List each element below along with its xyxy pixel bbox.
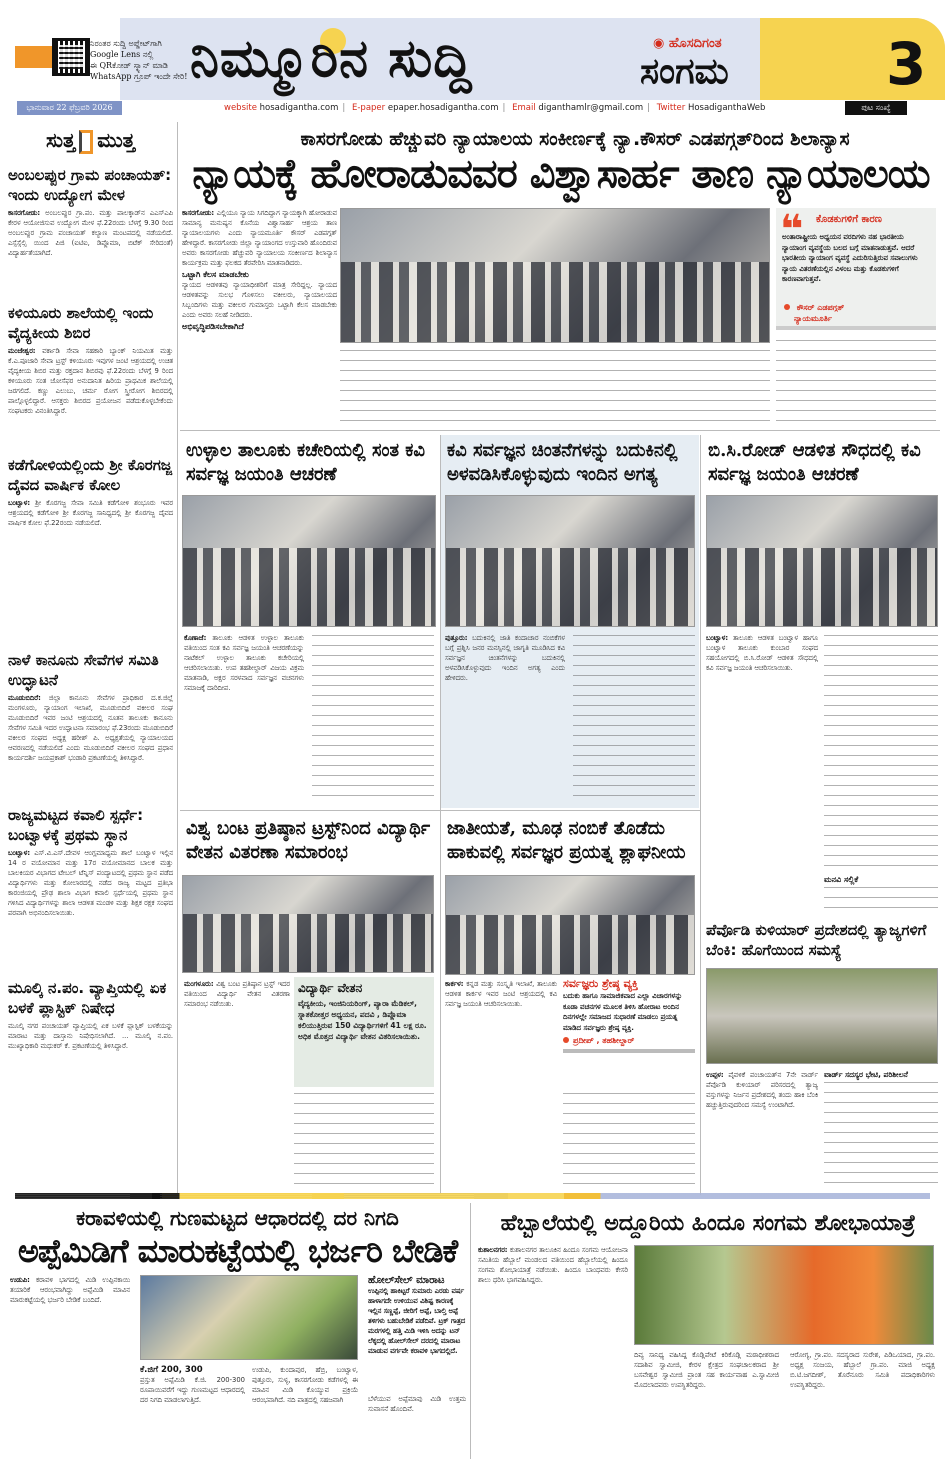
dateline: ಕಾಸರಗೋಡು: — [8, 209, 41, 217]
dateline: ಕಾಸರಗೋಡು: — [182, 209, 215, 217]
dateline: ಉಡುಪಿ: — [10, 1276, 30, 1284]
brief-headline[interactable]: ಕಡೆಗೋಳಿಯಲ್ಲಿಂದು ಶ್ರೀ ಕೊರಗಜ್ಜ ದೈವದ ವಾರ್ಷಿಕ ಕೋಲ — [8, 456, 172, 494]
story-headline[interactable]: ಅಪ್ಪೆಮಿಡಿಗೆ ಮಾರುಕಟ್ಟೆಯಲ್ಲಿ ಭರ್ಜರಿ ಬೇಡಿಕೆ — [17, 1232, 458, 1270]
story-body-continued — [294, 1093, 434, 1189]
story-body-text: ತಾಲೂಕು ಆಡಳಿತ ಬಂಟ್ವಾಳ ಹಾಗೂ ಬಂಟ್ವಾಳ ತಾಲೂಕು ಕುಂಬಾರ ಸಂಘದ ಸಹಯೋಗದಲ್ಲಿ ಬಿ.ಸಿ.ರೋಡ್ ಆಡಳಿತ ಸೌಧದಲ್ಲಿ ಕವಿ ಸರ್ವಜ್ಞ ಜಯಂತಿ ಆಚರಿಸಲಾಯಿತು. — [706, 634, 818, 672]
contact-bar: website hosadigantha.com | E-paper epaper.hosadigantha.com | Email diganthamlr@gmail.com | Twitter HosadiganthaWeb — [224, 103, 766, 113]
brand-supplement-name: ಸಂಗಮ — [640, 50, 729, 92]
story-body-text: ಪೈವಳಿಕೆ ಪಂಚಾಯತ್‌ನ 7ನೇ ವಾರ್ಡ್ ಪೆರ್ವೊಡಿ ಕುಳಿಯಾರ್ ಪರಿಸರದಲ್ಲಿ ತ್ಯಾಜ್ಯ ವಸ್ತುಗಳನ್ನು ನಿರ್ಜನ ಪ್ರದೇಶದಲ್ಲಿ ತಂದು ಹಾಕಿ ಬೆಂಕಿ ಹಚ್ಚುತ್ತಿರುವುದರಿಂದ ಸಮಸ್ಯೆ ಉಂಟಾಗಿದೆ. — [706, 1071, 818, 1109]
story-ullal — [180, 435, 438, 808]
dateline: ಬಂಟ್ವಾಳ: — [8, 499, 31, 507]
orange-accent-block — [15, 46, 55, 68]
quote-text: ಬದುಕು ಹಾಗೂ ಸಾಮಾಜಿಕವಾದ ಎಲ್ಲಾ ವಿಚಾರಗಳನ್ನು ಕೂಡಾ ವಚನಗಳ ಮೂಲಕ ತಿಳಿಸಿ ಹೋರಾಟ ಅಂದಿನ ದಿನಗಳಲ್ಲೇ ಸಮಾಜದ ಸುಧಾರಣೆ ಮಾಡಲು ಪ್ರಯತ್ನ ಮಾಡಿದ ಸರ್ವಜ್ಞರು ಶ್ರೇಷ್ಠ ವ್ಯಕ್ತಿ. — [563, 992, 683, 1032]
story-headline[interactable]: ವಿಶ್ವ ಬಂಟ ಪ್ರತಿಷ್ಠಾನ ಟ್ರಸ್ಟ್‌ನಿಂದ ವಿದ್ಯಾರ್ಥಿ ವೇತನ ವಿತರಣಾ ಸಮಾರಂಭ — [186, 818, 431, 863]
brief-body: ಜಿಲ್ಲಾ ಕಾನೂನು ಸೇವೆಗಳ ಪ್ರಾಧಿಕಾರ ದ.ಕ.ಜಿಲ್ಲೆ ಮಂಗಳೂರು, ನ್ಯಾಯಾಂಗ ಇಲಾಖೆ, ಮೂಡುಬಿದಿರೆ ವಕೀಲರ ಸಂಘ ಮೂಡುಬಿದಿರೆ ಇವರ ಜಂಟಿ ಆಶ್ರಯದಲ್ಲಿ ನೂತನ ತಾಲೂಕು ಕಾನೂನು ಸೇವೆಗಳ ಸಮಿತಿ ಇದರ ಉದ್ಘಾಟನಾ ಸಮಾರಂಭ ಫೆ.23ರಂದು ಮೂಡುಬಿದಿರೆ ವಕೀಲರ ಸಂಘದ ಅಧ್ಯಕ್ಷ ಹರೀಶ್ ಪಿ. ಅಧ್ಯಕ್ಷತೆಯಲ್ಲಿ ನ್ಯಾಯಾಲಯದ ಆವರಣದಲ್ಲಿ ನಡೆಯಲಿದೆ ಎಂದು ಮೂಡುಬಿದಿರೆ ವಕೀಲರ ಸಂಘದ ಪ್ರಧಾನ ಕಾರ್ಯದರ್ಶಿ ಜಯಪ್ರಕಾಶ್ ಭಂಡಾರಿ ಪ್ರಕಟಣೆಯಲ್ಲಿ ತಿಳಿಸಿದ್ದಾರೆ. — [8, 694, 173, 762]
story-headline[interactable]: ಬಿ.ಸಿ.ರೋಡ್ ಆಡಳಿತ ಸೌಧದಲ್ಲಿ ಕವಿ ಸರ್ವಜ್ಞ ಜಯಂತಿ ಆಚರಣೆ — [708, 440, 921, 485]
brief-story — [8, 165, 173, 280]
dateline: ಕಾರ್ಕಳ: — [445, 980, 464, 988]
lead-body-continued — [340, 350, 770, 425]
section-logo-right: ಮುತ್ತ — [97, 128, 135, 152]
story-subhead: ವಾರ್ಡ್ ಸದಸ್ಯರ ಭೇಟಿ, ಪರಿಶೀಲನೆ — [824, 1070, 908, 1079]
story-body — [706, 1070, 818, 1192]
dateline: ಮಂಗಳೂರು: — [184, 980, 214, 988]
brief-headline[interactable]: ಕಳಿಯೂರು ಶಾಲೆಯಲ್ಲಿ ಇಂದು ವೈದ್ಯಕೀಯ ಶಿಬಿರ — [8, 304, 154, 342]
issue-date: ಭಾನುವಾರ 22 ಫೆಬ್ರವರಿ 2026 — [17, 101, 122, 115]
story-headline[interactable]: ಹೆಬ್ಬಾಲೆಯಲ್ಲಿ ಅದ್ದೂರಿಯ ಹಿಂದೂ ಸಂಗಮ ಶೋಭಾಯಾತ್ರೆ — [500, 1210, 916, 1236]
story-body-text: ಕನ್ನಡ ಮತ್ತು ಸಂಸ್ಕೃತಿ ಇಲಾಖೆ, ತಾಲೂಕು ಆಡಳಿತ ಕಾರ್ಕಳ ಇವರ ಜಂಟಿ ಆಶ್ರಯದಲ್ಲಿ ಕವಿ ಸರ್ವಜ್ಞ ಜಯಂತಿ ಆಚರಿಸಲಾಯಿತು. — [445, 980, 557, 1008]
story-kicker: ಕರಾವಳಿಯಲ್ಲಿ ಗುಣಮಟ್ಟದ ಆಧಾರದಲ್ಲಿ ದರ ನಿಗದಿ — [76, 1206, 399, 1230]
website-link[interactable]: hosadigantha.com — [259, 103, 339, 113]
lead-body-text: ಎಲ್ಲಿಯೂ ನ್ಯಾಯ ಸಿಗದಿದ್ದಾಗ ನ್ಯಾಯಕ್ಕಾಗಿ ಹೋರಾಡುವ ಸಾಮಾನ್ಯ ಮನುಷ್ಯನ ಕೊನೆಯ ವಿಶ್ವಾಸಾರ್ಹ ಆಶ್ರಯ ತಾಣ ನ್ಯಾಯಾಲಯಗಳು ಎಂದು ನ್ಯಾಯಮೂರ್ತಿ ಕೌಸರ್ ಎಡಪಗ್ಗತ್ ಹೇಳಿದ್ದಾರೆ. ಕಾಸರಗೋಡು ಜಿಲ್ಲಾ ನ್ಯಾಯಾಂಗದ ಉಸ್ತುವಾರಿ ಹೊಂದಿರುವ ಅವರು ಕಾಸರಗೋಡು ಹೆಚ್ಚುವರಿ ನ್ಯಾಯಾಲಯ ಸಂಕೀರ್ಣದ ಶಿಲಾನ್ಯಾಸ ಕಾರ್ಯಕ್ರಮ ಮತ್ತು ಫಲಕದ ತೆರವೇರಿಸಿ ಮಾತನಾಡಿದರು. — [182, 209, 337, 267]
page-tag: ಪುಟ ಸಂಖ್ಯೆ — [845, 101, 907, 115]
story-bunts-scholarship — [180, 813, 438, 1195]
story-photo[interactable] — [182, 495, 436, 627]
masthead — [0, 0, 945, 100]
row-divider — [180, 430, 940, 431]
lead-kicker: ಕಾಸರಗೋಡು ಹೆಚ್ಚುವರಿ ನ್ಯಾಯಾಲಯ ಸಂಕೀರ್ಣಕ್ಕೆ ನ್ಯಾ.ಕೌಸರ್ ಎಡಪಗ್ಗತ್‌ರಿಂದ ಶಿಲಾನ್ಯಾಸ — [300, 128, 850, 150]
email-label: Email — [512, 103, 536, 113]
brief-body: ವರ್ಕಾಡಿ ಸೇವಾ ಸಹಕಾರಿ ಬ್ಯಾಂಕ್ ನಿಯಮಿತ ಮತ್ತು ಕೆ.ಎ.ಪೂಜಾರಿ ಸೇವಾ ಟ್ರಸ್ಟ್ ಕಳಿಯೂರು ಇವುಗಳ ಜಂಟಿ ಆಶ್ರಯದಲ್ಲಿ ಉಚಿತ ವೈದ್ಯಕೀಯ ಶಿಬಿರ ಮತ್ತು ರಕ್ತದಾನ ಶಿಬಿರವು ಫೆ.22ರಂದು ಬೆಳಗ್ಗೆ 9 ರಿಂದ ಕಳಿಯೂರು ಸಂತ ಜೋಸೆಫರ ಅನುದಾನಿತ ಹಿರಿಯ ಪ್ರಾಥಮಿಕ ಶಾಲೆಯಲ್ಲಿ ಜರಗಲಿದೆ. ಕಣ್ಣು ಎಲುಬು, ಚರ್ಮ ರೋಗ ಸ್ತ್ರೀರೋಗ ಶಿಬಿರದಲ್ಲಿ ಪಾಲ್ಗೊಳ್ಳಲಿದ್ದಾರೆ. ಆಸಕ್ತರು ಶಿಬಿರದ ಪ್ರಯೋಜನ ಪಡೆದುಕೊಳ್ಳಬೇಕೆಂದು ಸಂಘಟಕರು ವಿನಂತಿಸಿದ್ದಾರೆ. — [8, 347, 173, 415]
story-body — [140, 1365, 245, 1457]
story-photo[interactable] — [140, 1275, 358, 1360]
story-body-text: ಆರೋಗ್ಯ, ಗ್ರಾ.ಪಂ. ಸದಸ್ಯರಾದ ಸುರೇಶ, ಪಿಡಿಒಯಾದ, ಗ್ರಾ.ಪಂ. ಅಧ್ಯಕ್ಷ ಸಂಜಯ, ಹೆಬ್ಬಾಲೆ ಗ್ರಾ.ಪಂ. ಮಾಜಿ ಅಧ್ಯಕ್ಷ ಬಿ.ಟಿ.ಜಗದೀಶ್, ತೊರೆನೂರು ಸಮಿತಿ ಪದಾಧಿಕಾರಿಗಳು ಉಪಸ್ಥಿತರಿದ್ದರು. — [790, 1351, 935, 1389]
quote-box — [776, 208, 936, 330]
story-body — [445, 633, 565, 805]
email-link[interactable]: diganthamlr@gmail.com — [538, 103, 644, 113]
twitter-label: Twitter — [656, 103, 686, 113]
story-body-continued — [563, 1093, 695, 1189]
lamp-icon: ◉ — [653, 36, 669, 51]
story-photo[interactable] — [634, 1245, 934, 1345]
sidebar-box — [368, 1275, 466, 1414]
column-divider — [700, 435, 701, 1195]
column-divider — [470, 1203, 471, 1459]
brief-story — [8, 805, 173, 978]
story-body-text: ಬದುಕಿನಲ್ಲಿ ಜಾತಿ ಕಂದಾಚಾರ ನಂಬಿಕೆಗಳ ಬಗ್ಗೆ ಪ್ರಶ್ನಿಸಿ ಜನರ ಮನಸ್ಸಿನಲ್ಲಿ ಜಾಗೃತಿ ಮೂಡಿಸಿದ ಕವಿ ಸರ್ವಜ್ಞನ ಚಿಂತನೆಗಳನ್ನು ಬದುಕಿನಲ್ಲಿ ಅಳವಡಿಸಿಕೊಳ್ಳುವುದು ಇಂದಿನ ಅಗತ್ಯ ಎಂದು ಹೇಳಿದರು. — [445, 634, 565, 682]
quote-underline — [563, 1049, 695, 1053]
promo-line: ಈ QRಕೋಡ್ ಸ್ಕ್ಯಾನ್ ಮಾಡಿ — [90, 61, 168, 70]
epaper-label: E-paper — [351, 103, 386, 113]
story-body — [634, 1350, 779, 1456]
story-headline[interactable]: ಕವಿ ಸರ್ವಜ್ಞನ ಚಿಂತನೆಗಳನ್ನು ಬದುಕಿನಲ್ಲಿ ಅಳವಡಿಸಿಕೊಳ್ಳುವುದು ಇಂದಿನ ಅಗತ್ಯ — [447, 440, 678, 485]
brief-body: ಅಂಬಲಪ್ಪುರ ಗ್ರಾ.ಪಂ. ಮತ್ತು ಪಾಲಕ್ಕಾಡ್‌ನ ಎಎಸ್‌ಎಪಿ ಕೇರಳ ಆಯೋಜಿಸುವ ಉದ್ಯೋಗ ಮೇಳ ಫೆ.22ರಂದು ಬೆಳಗ್ಗೆ 9.30 ರಿಂದ ಅಂಬಲಪ್ಪುರ ಗ್ರಾಮ ಪಂಚಾಯತ್ ಕಲ್ಯಾಣ ಮಂಟಪದಲ್ಲಿ ನಡೆಯಲಿದೆ. ಎಸ್ಸೆಸ್ಸೆಲ್ಸಿ ಯಿಂದ ಪಿಜಿ (ಐಟಿಐ, ಡಿಪ್ಲೊಮಾ, ಬಿಟೆಕ್ ಸೇರಿದಂತೆ) ವಿದ್ಯಾರ್ಹತೆಯಾಗಿದೆ. — [8, 209, 173, 257]
info-box-title: ವಿದ್ಯಾರ್ಥಿ ವೇತನ — [298, 981, 363, 995]
dateline: ಮೂಡುಬಿದಿರೆ: — [8, 694, 41, 702]
epaper-link[interactable]: epaper.hosadigantha.com — [387, 103, 499, 113]
story-body-text: ಉಡುಪಿ, ಕುಂದಾಪುರ, ಹೆಬ್ರಿ, ಬಂಟ್ವಾಳ, ಪುತ್ತೂರು, ಸುಳ್ಯ, ಕಾಸರಗೋಡು ಕಡೆಗಳಲ್ಲಿ ಈ ಮಾವಿನ ಮಿಡಿ ಕೊಯ್ಯುವ ಪ್ರಕ್ರಿಯೆ ಆರಂಭವಾಗಿದೆ. ನದಿ ಪಾತ್ರದಲ್ಲಿ ಸಹಜವಾಗಿ — [252, 1366, 358, 1404]
story-body-text: ದಿವ್ಯ ಸಾನಿಧ್ಯ ವಹಿಸಿದ್ದ ಕೊಡ್ಲಿಪೇಟೆ ಕಿರಿಕೊಡ್ಲಿ ಮಠಾಧೀಶರಾದ ಸದಾಶಿವ ಸ್ವಾಮೀಜಿ, ಕೇರಳ ಕ್ಷೇತ್ರದ ಸಂಘಚಾಲಕರಾದ ಶ್ರೀ ಬಸವೇಶ್ವರ ಸ್ವಾಮೀಜಿ ಪ್ರಾಂತ ಸಹ ಕಾರ್ಯವಾಹ ಎ.ಸ್ವಾಮೀಜಿ ಮೊದಲಾದವರು ಉಪಸ್ಥಿತರಿದ್ದರು. — [634, 1351, 779, 1389]
page-number: 3 — [886, 30, 927, 98]
promo-line: WhatsApp ಗ್ರೂಪ್ ಇಂದೇ ಸೇರಿ! — [90, 72, 188, 81]
brand-name: ಹೊಸದಿಗಂತ — [668, 36, 722, 51]
dateline: ಕುಶಾಲನಗರ: — [478, 1246, 508, 1254]
brand-logo-small — [653, 36, 722, 51]
story-body — [10, 1275, 130, 1455]
story-body — [445, 979, 557, 1191]
quote-title: ಕೊಡಕುಗಳಿಗೆ ಕಾರಣ — [816, 214, 882, 225]
story-body — [252, 1365, 358, 1457]
story-body-text: ಕುಶಾಲನಗರ ತಾಲೂಕಿನ ಹಿಂದೂ ಸಂಗಮ ಆಯೋಜನಾ ಸಮಿತಿಯ ಹೆಬ್ಬಾಲೆ ಮಂಡಲದ ವತಿಯಿಂದ ಹೆಬ್ಬಾಲೆಯಲ್ಲಿ ಹಿಂದೂ ಸಂಗಮ ಶೋಭಾಯಾತ್ರೆ ನಡೆಯಿತು. ಹಿಂದೂ ಬಾಂಧವರು ಕೇಸರಿ ಶಾಲು ಧರಿಸಿ ಭಾಗವಹಿಸಿದ್ದರು. — [478, 1246, 628, 1284]
section-title: ನಿಮ್ಮೂರಿನ ಸುದ್ದಿ — [190, 28, 473, 89]
quote-author — [784, 302, 844, 324]
brief-story — [8, 978, 173, 1151]
brief-story — [8, 455, 173, 610]
story-body-continued — [573, 635, 695, 803]
section-logo-left: ಸುತ್ತ — [46, 128, 76, 152]
lead-subhead: ಅಭಿವೃದ್ಧಿಪಡಿಸಬೇಕಾಗಿದೆ — [182, 322, 244, 331]
info-box-text: ವೈದ್ಯಕೀಯ, ಇಂಜಿನಿಯರಿಂಗ್, ಪ್ಯಾರಾ ಮೆಡಿಕಲ್, ಸ್ನಾತಕೋತ್ತರ ಅಧ್ಯಯನ, ಪದವಿ , ಡಿಪ್ಲೊಮಾ ಕಲಿಯುತ್ತಿರುವ 150 ವಿದ್ಯಾರ್ಥಿಗಳಿಗೆ 41 ಲಕ್ಷ ರೂ. ಅಧಿಕ ಮೊತ್ತದ ವಿದ್ಯಾರ್ಥಿ ವೇತನ ವಿತರಿಸಲಾಯಿತು. — [298, 999, 427, 1041]
dateline: ಬಂಟ್ವಾಳ: — [8, 849, 31, 857]
story-headline[interactable]: ಜಾತೀಯತೆ, ಮೂಢ ನಂಬಿಕೆ ತೊಡೆದು ಹಾಕುವಲ್ಲಿ ಸರ್ವಜ್ಞರ ಪ್ರಯತ್ನ ಶ್ಲಾಘನೀಯ — [447, 818, 686, 863]
story-sarvajna-karkala — [441, 813, 699, 1195]
quote-author-name: ಕೌಸರ್ ಎಡಪಗ್ಗತ್ — [796, 303, 845, 312]
story-body-text: ತಾಲೂಕು ಆಡಳಿತ ಉಳ್ಳಾಲ ತಾಲೂಕು ವತಿಯಿಂದ ಸಂತ ಕವಿ ಸರ್ವಜ್ಞ ಜಯಂತಿ ಆಚರಣೆಯನ್ನು ನಾಟೆಕಲ್ ಉಳ್ಳಾಲ ತಾಲೂಕು ಕಚೇರಿಯಲ್ಲಿ ಆಚರಿಸಲಾಯಿತು. ಉಪ ತಹಶೀಲ್ದಾರ್ ವಿಜಯ ವಿಕ್ರಮ ಮಾತನಾಡಿ, ಅಕ್ಷರ ಸರಳವಾದ ಸರ್ವಜ್ಞನ ವಚನಗಳು ಸಮಾಜಕ್ಕೆ ದಾರಿದೀಪ. — [184, 634, 304, 692]
sidebar-title: ಹೋಲ್‌ಸೇಲ್ ಮಾರಾಟ — [368, 1275, 445, 1286]
lead-body-text: ನ್ಯಾಯದ ಆಡಳಿತವು ನ್ಯಾಯಾಧೀಶರಿಗೆ ಮಾತ್ರ ಸೇರಿದ್ದಲ್ಲ. ನ್ಯಾಯದ ಆಡಳಿತವನ್ನು ಸುಲಭ ಗೊಳಿಸಲು ವಕೀಲರು, ನ್ಯಾಯಾಲಯದ ಸಿಬ್ಬಂದಿಗಳು ಮತ್ತು ವಕೀಲರ ಗುಮಾಸ್ತರು ಒಟ್ಟಾಗಿ ಕೆಲಸ ಮಾಡಬೇಕು ಎಂದು ಅವರು ಸಲಹೆ ನೀಡಿದರು. — [182, 281, 337, 319]
website-label: website — [224, 103, 257, 113]
lead-subhead: ಒಟ್ಟಾಗಿ ಕೆಲಸ ಮಾಡಬೇಕು — [182, 270, 249, 279]
story-body-continued — [312, 635, 434, 803]
story-headline[interactable]: ಉಳ್ಳಾಲ ತಾಲೂಕು ಕಚೇರಿಯಲ್ಲಿ ಸಂತ ಕವಿ ಸರ್ವಜ್ಞ ಜಯಂತಿ ಆಚರಣೆ — [186, 440, 425, 485]
story-body-text: ವಿಶ್ವ ಬಂಟ ಪ್ರತಿಷ್ಠಾನ ಟ್ರಸ್ಟ್ ಇದರ ವತಿಯಿಂದ ವಿದ್ಯಾರ್ಥಿ ವೇತನ ವಿತರಣಾ ಸಮಾರಂಭ ನಡೆಯಿತು. — [184, 980, 290, 1008]
story-body — [184, 633, 304, 805]
quote-mark-icon: ❝ — [780, 207, 804, 253]
story-appemidi — [10, 1205, 465, 1271]
story-body — [706, 633, 818, 913]
brief-headline[interactable]: ನಾಳೆ ಕಾನೂನು ಸೇವೆಗಳ ಸಮಿತಿ ಉದ್ಘಾಟನೆ — [8, 651, 159, 689]
dateline: ಉಪ್ಪಳ: — [706, 1071, 724, 1079]
brief-headline[interactable]: ಮೂಲ್ಕಿ ನ.ಪಂ. ವ್ಯಾಪ್ತಿಯಲ್ಲಿ ಏಕ ಬಳಕೆ ಪ್ಲಾಸ್ಟಿಕ್ ನಿಷೇಧ — [8, 979, 167, 1017]
brief-story — [8, 303, 173, 454]
brief-body: ಮೂಲ್ಕಿ ನಗರ ಪಂಚಾಯತ್ ವ್ಯಾಪ್ತಿಯಲ್ಲಿ ಏಕ ಬಳಕೆ ಪ್ಲಾಸ್ಟಿಕ್ ಬಳಕೆಯನ್ನು ಮಾರಾಟ ಮತ್ತು ದಾಸ್ತಾನು ನಿಷೇಧಿಸಲಾಗಿದೆ. ... ಮೂಲ್ಕಿ ನ.ಪಂ. ಮುಖ್ಯಾಧಿಕಾರಿ ಮಧುಕರ್ ಕೆ. ಪ್ರಕಟಣೆಯಲ್ಲಿ ತಿಳಿಸಿದ್ದಾರೆ. — [8, 1022, 173, 1050]
story-photo[interactable] — [445, 495, 695, 627]
story-body-continued — [824, 635, 938, 875]
section-stripe — [15, 1193, 930, 1199]
story-body-continued — [824, 1082, 938, 1190]
column-divider — [177, 122, 178, 1194]
sidebar-text: ಉಪ್ಪಿನಲ್ಲಿ ಹಾಕಿಟ್ಟರೆ ಸುಮಾರು ಎರಡು ವರ್ಷ ಹಾಳಾಗದೇ ಉಳಿಯುವ ವಿಶಿಷ್ಟ ಕಾರಣಕ್ಕೆ ಇಲ್ಲಿನ ಸಣ್ಣಪ್ಪೆ, ಜೀರಿಗೆ ಅಪ್ಪೆ, ಬಾಲ್ತಿ ಅಪ್ಪೆ ತಳಿಗಳು ಬಹುಬೇಡಿಕೆ ಪಡೆದಿವೆ. ಟ್ರಕ್ ಗಾತ್ರದ ಮರಗಳಲ್ಲಿ ಹತ್ತಿ ಮಿಡಿ ಇಳಿಸಿ ಅದನ್ನು ಟನ್ ಲೆಕ್ಕದಲ್ಲಿ ಹೋಲ್‌ಸೇಲ್ ದರದಲ್ಲಿ ಮಾರಾಟ ಮಾಡುವ ವರ್ಗವೇ ಕರಾವಳಿ ಭಾಗದಲ್ಲಿದೆ. — [368, 1287, 466, 1355]
story-body-continued — [824, 887, 938, 915]
sidebar-tail: ಬೆಳೆಯುವ ಅಪ್ಪೆಮಾವು ಮಿಡಿ ಉತ್ತಮ ಸುವಾಸನೆ ಹೊಂದಿವೆ. — [368, 1395, 466, 1413]
story-body-text: ಪ್ರಸ್ತುತ ಅಪ್ಪೆಮಿಡಿ ಕೆ.ಜಿ. 200-300 ರೂಪಾಯಿವರೆಗೆ ಇದ್ದು ಗುಣಮಟ್ಟದ ಆಧಾರದಲ್ಲಿ ದರ ನಿಗದಿ ಮಾಡಲಾಗುತ್ತಿದೆ. — [140, 1376, 245, 1404]
story-photo[interactable] — [445, 875, 695, 975]
lead-body-continued — [776, 340, 936, 425]
story-body — [184, 979, 290, 1191]
quote-author: ಪ್ರದೀಪ್ , ತಹಶೀಲ್ದಾರ್ — [563, 1035, 695, 1046]
story-subhead: ಕೆ.ಜಿಗೆ 200, 300 — [140, 1365, 203, 1375]
promo-line: Google Lens ನಲ್ಲಿ — [90, 50, 154, 59]
story-photo[interactable] — [706, 968, 938, 1064]
quote-title: ಸರ್ವಜ್ಞರು ಶ್ರೇಷ್ಠ ವ್ಯಕ್ತಿ — [563, 977, 639, 990]
brief-body: ಎಸ್.ವಿ.ಎಸ್.ದೇವಳ ಆಂಗ್ಲಮಾಧ್ಯಮ ಶಾಲೆ ಬಂಟ್ವಾಳ ಇಲ್ಲಿನ 14 ರ ವಯೋಮಾನ ಮತ್ತು 17ರ ವಯೋಮಾನದ ಬಾಲಕ ಮತ್ತು ಬಾಲಕಿಯರ ವಿಭಾಗದ ಟೇಬಲ್ ಟೆನ್ನಿಸ್ ಪಂದ್ಯಾಟದಲ್ಲಿ ಪ್ರಥಮ ಸ್ಥಾನ ಪಡೆದ ವಿದ್ಯಾರ್ಥಿಗಳು ಮತ್ತು ಕೋಲಾರದಲ್ಲಿ ನಡೆದ ರಾಜ್ಯ ಮಟ್ಟದ ಪ್ರತಿಭಾ ಕಾರಂಜಿಯಲ್ಲಿ ಪ್ರೌಢ ಶಾಲಾ ವಿಭಾಗ ಕವಾಲಿ ಸ್ಪರ್ಧೆಯಲ್ಲಿ ಪ್ರಥಮ ಸ್ಥಾನ ಗಳಿಸಿದ ವಿದ್ಯಾರ್ಥಿಗಳನ್ನು ಶಾಲಾ ಆಡಳಿತ ಮಂಡಳಿ ಮತ್ತು ಶಿಕ್ಷಕ ರಕ್ಷಕ ಸಂಘದ ಪರವಾಗಿ ಅಭಿನಂದಿಸಲಾಯಿತು. — [8, 849, 173, 917]
info-box — [294, 977, 434, 1087]
brief-headline[interactable]: ರಾಜ್ಯಮಟ್ಟದ ಕವಾಲಿ ಸ್ಪರ್ಧೆ: ಬಂಟ್ವಾಳಕ್ಕೆ ಪ್ರಥಮ ಸ್ಥಾನ — [8, 806, 144, 844]
dateline: ಪುತ್ತೂರು: — [445, 634, 468, 642]
story-photo[interactable] — [182, 875, 434, 973]
story-headline[interactable]: ಪೆರ್ವೊಡಿ ಕುಳಿಯಾರ್ ಪ್ರದೇಶದಲ್ಲಿ ತ್ಯಾಜ್ಯಗಳಿಗೆ ಬೆಂಕಿ: ಹೊಗೆಯಿಂದ ಸಮಸ್ಯೆ — [706, 921, 927, 959]
lead-photo[interactable] — [340, 208, 770, 343]
door-icon — [79, 130, 93, 154]
quote-text: ಅಂತಾರಾಷ್ಟ್ರೀಯ ಅಧ್ಯಯನ ವರದಿಗಳು ನಹ ಭಾರತೀಯ ನ್ಯಾಯಾಂಗ ವ್ಯವಸ್ಥೆಯ ಬಲದ ಬಗ್ಗೆ ಮಾತನಾಡುತ್ತವೆ. ಆದರೆ ಭಾರತೀಯ ನ್ಯಾಯಾಂಗ ವ್ಯವಸ್ಥೆ ಎದುರಿಸುತ್ತಿರುವ ಸವಾಲುಗಳು ನ್ಯಾಯ ವಿತರಣೆಯಲ್ಲಿನ ವಿಳಂಬ ಮತ್ತು ಕೊಡಕುಗಳಿಗೆ ಕಾರಣವಾಗುತ್ತವೆ. — [782, 233, 918, 283]
qr-code-icon[interactable] — [52, 38, 90, 76]
lead-body — [182, 208, 337, 428]
quote-box — [563, 977, 695, 1053]
story-subhead: ಮನವಿ ಸಲ್ಲಿಕೆ — [824, 875, 859, 884]
brief-story — [8, 650, 173, 801]
story-pervodi — [702, 918, 942, 1195]
promo-line: ನಿರಂತರ ಸುದ್ದಿ ಅಪ್ಡೇಟ್‌ಗಾಗಿ — [90, 39, 162, 48]
dateline: ಕೊಣಾಜೆ: — [184, 634, 207, 642]
story-sarvajna-puttur — [441, 435, 699, 808]
story-body-text: ಕರಾವಳಿ ಭಾಗದಲ್ಲಿ ಮಿಡಿ ಉಪ್ಪಿನಕಾಯಿ ತಯಾರಿಕೆ ಆರಂಭವಾಗಿದ್ದು ಅಪ್ಪೆಮಿಡಿ ಮಾವಿನ ಮಾರುಕಟ್ಟೆಯಲ್ಲಿ ಭರ್ಜರಿ ಬೇಡಿಕೆ ಬಂದಿದೆ. — [10, 1276, 130, 1304]
story-photo[interactable] — [706, 495, 938, 627]
dateline: ಮಂಜೇಶ್ವರ: — [8, 347, 36, 355]
quote-author-title: ನ್ಯಾಯಮೂರ್ತಿ — [794, 314, 833, 323]
dateline: ಬಂಟ್ವಾಳ: — [706, 634, 729, 642]
lead-headline[interactable]: ನ್ಯಾಯಕ್ಕೆ ಹೋರಾಡುವವರ ವಿಶ್ವಾಸಾರ್ಹ ತಾಣ ನ್ಯಾಯಾಲಯ — [192, 150, 930, 197]
story-body — [478, 1245, 628, 1457]
brief-body: ಶ್ರೀ ಕೊರಗಜ್ಜ ಸೇವಾ ಸಮಿತಿ ಕಡೆಗೋಳಿ ಶಂಭೂರು ಇವರ ಆಶ್ರಯದಲ್ಲಿ ಕಡೆಗೋಳಿ ಶ್ರೀ ಕೊರಗಜ್ಜ ಸಾನಿಧ್ಯದಲ್ಲಿ ಶ್ರೀ ಕೊರಗಜ್ಜ ದೈವದ ವಾರ್ಷಿಕ ಕೋಲ ಫೆ.22ರಂದು ನಡೆಯಲಿದೆ. — [8, 499, 173, 527]
brief-headline[interactable]: ಅಂಬಲಪ್ಪುರ ಗ್ರಾಮ ಪಂಚಾಯತ್: ಇಂದು ಉದ್ಯೋಗ ಮೇಳ — [8, 166, 172, 204]
twitter-link[interactable]: HosadiganthaWeb — [687, 103, 766, 113]
story-body — [790, 1350, 935, 1456]
section-logo — [8, 128, 173, 160]
